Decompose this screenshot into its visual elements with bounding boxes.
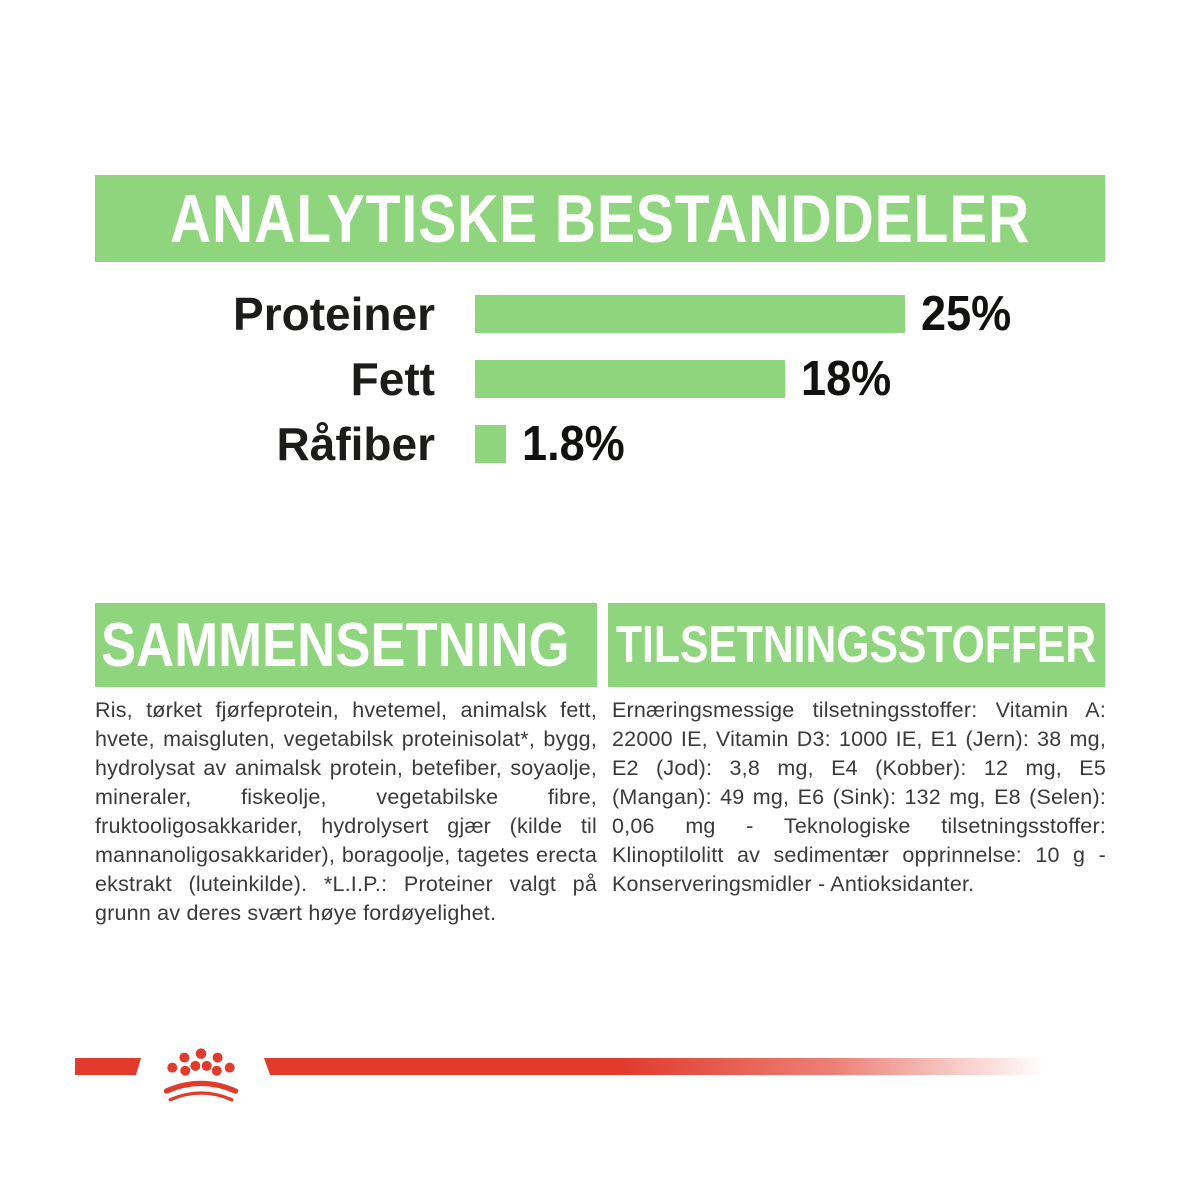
chart-row-fett (95, 352, 1105, 406)
chart-bar (475, 425, 506, 463)
royal-canin-crown-icon (153, 1034, 249, 1104)
additives-banner (608, 603, 1181, 687)
footer-rule-left (75, 1058, 141, 1075)
additives-title-text: TILSETNINGSSTOFFER (616, 616, 1097, 674)
chart-category-label: Fett (350, 353, 435, 405)
chart-row-proteiner (95, 287, 1105, 341)
chart-category-label: Proteiner (233, 288, 435, 340)
analytical-constituents-title: ANALYTISKE BESTANDDELER (169, 180, 1031, 257)
chart-value-label: 18% (801, 352, 892, 406)
chart-row-råfiber (95, 417, 1105, 471)
composition-body: Ris, tørket fjørfeprotein, hvetemel, animalsk fett, hvete, maisgluten, vegetabilsk proteinisolat*, bygg, hydrolysat av animalsk protein, betefiber, soyaolje, mineraler, fiskeolje, vegetabilske fibre, fruktooligosakkarider, hydrolysert gjær (kilde til mannanoligosakkarider), boragoolje, tagetes erecta ekstrakt (luteinkilde). *L.I.P.: Proteiner valgt på grunn av deres svært høye fordøyelighet. (95, 698, 597, 925)
footer-rule-right (264, 1058, 1052, 1075)
chart-category-label: Råfiber (276, 418, 435, 470)
additives-title (616, 615, 1181, 675)
chart-value-label: 25% (921, 287, 1012, 341)
additives-title-suffix: (pr. kg) (1104, 637, 1181, 668)
analytical-constituents-chart (95, 287, 1105, 471)
analytical-constituents-banner (95, 175, 1105, 262)
chart-value-label: 1.8% (522, 417, 625, 471)
chart-bar (475, 360, 785, 398)
composition-title: SAMMENSETNING (101, 610, 570, 680)
chart-bar (475, 295, 905, 333)
additives-body: Ernæringsmessige tilsetningsstoffer: Vitamin A: 22000 IE, Vitamin D3: 1000 IE, E1 (Jern): 38 mg, E2 (Jod): 3,8 mg, E4 (Kobber): 12 mg, E5 (Mangan): 49 mg, E6 (Sink): 132 mg, E8 (Selen): 0,06 mg - Teknologiske tilsetningsstoffer: Klinoptilolitt av sedimentær opprinnelse: 10 g - Konserveringsmidler - Antioksidanter. (612, 698, 1106, 896)
composition-banner (95, 603, 597, 687)
